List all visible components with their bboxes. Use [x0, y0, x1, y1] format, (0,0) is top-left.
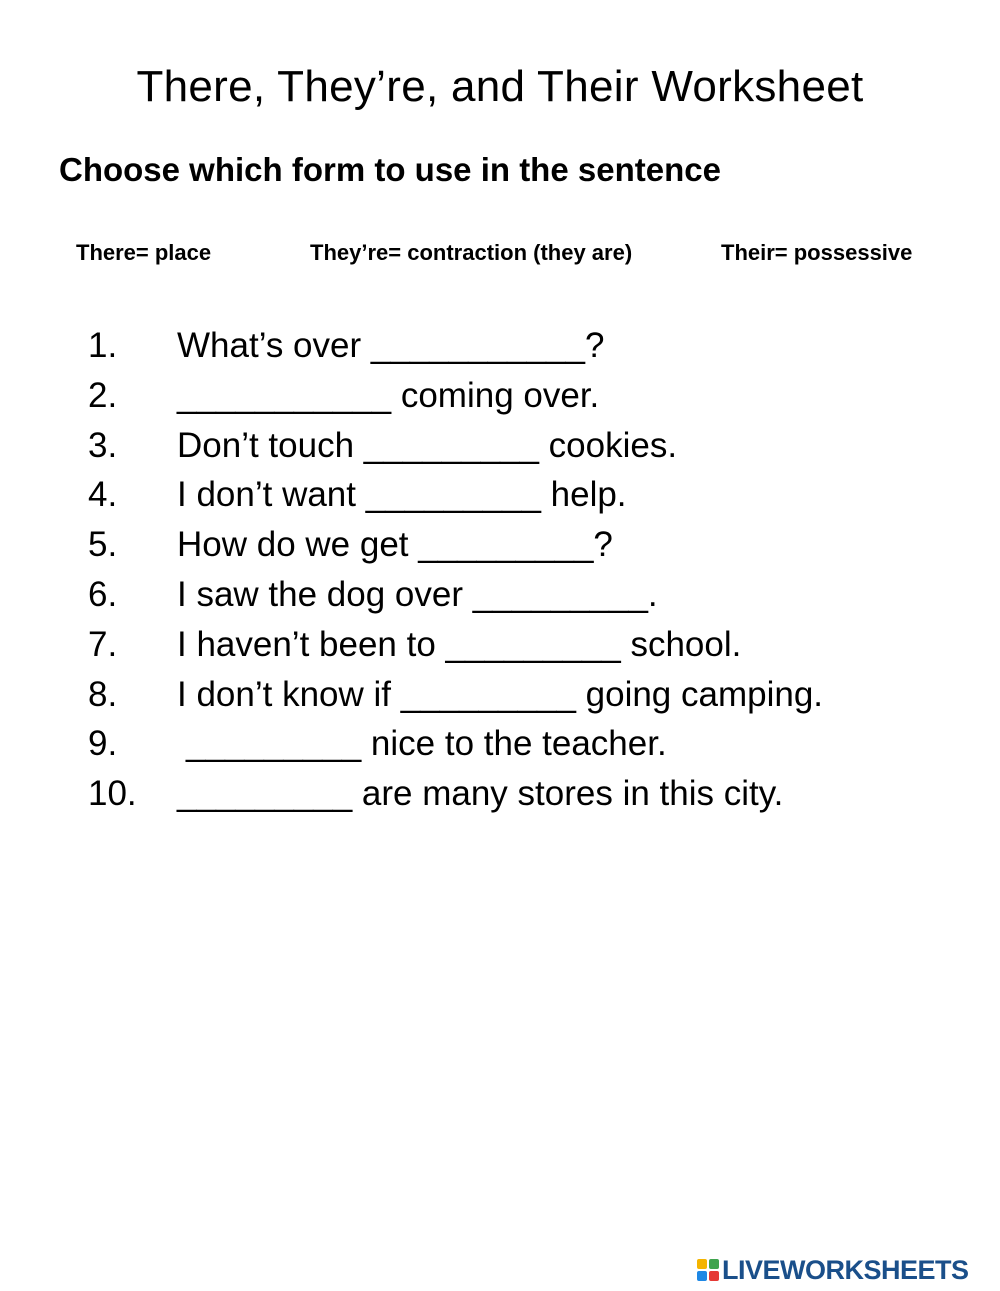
question-number: 1.: [88, 326, 118, 365]
question-text: Don’t touch _________ cookies.: [177, 425, 678, 465]
question-number: 9.: [88, 724, 118, 764]
question-number: 10.: [88, 774, 137, 814]
question-text: I saw the dog over _________.: [177, 574, 658, 614]
question-text: ___________ coming over.: [177, 375, 600, 415]
liveworksheets-branding[interactable]: [697, 1255, 969, 1285]
question-text: How do we get _________?: [177, 525, 613, 565]
question-item: [0, 522, 1000, 572]
question-item: [0, 672, 1000, 722]
logo-tile-icon: [697, 1271, 707, 1281]
question-item: [0, 423, 1000, 473]
key-there: There= place: [76, 240, 212, 265]
question-number: 5.: [88, 525, 118, 565]
question-text: What’s over ___________?: [177, 326, 605, 365]
question-item: [0, 622, 1000, 672]
question-number: 2.: [88, 375, 118, 415]
question-item: [0, 721, 1000, 771]
question-number: 6.: [88, 574, 118, 614]
question-item: [0, 572, 1000, 622]
question-list: [0, 323, 1000, 821]
instruction-heading: Choose which form to use in the sentence: [59, 151, 721, 188]
question-text: I don’t know if _________ going camping.: [177, 674, 824, 714]
question-number: 7.: [88, 624, 118, 664]
question-number: 8.: [88, 674, 118, 714]
question-text: I haven’t been to _________ school.: [177, 624, 742, 664]
page-title: There, They’re, and Their Worksheet: [136, 62, 864, 111]
logo-tile-icon: [709, 1259, 719, 1269]
question-item: [0, 323, 1000, 373]
question-item: [0, 472, 1000, 522]
question-text: I don’t want _________ help.: [177, 475, 627, 515]
question-item: [0, 373, 1000, 423]
key-theyre: They’re= contraction (they are): [310, 240, 633, 265]
question-item: [0, 771, 1000, 821]
liveworksheets-wordmark: LIVEWORKSHEETS: [722, 1254, 969, 1285]
logo-tile-icon: [709, 1271, 719, 1281]
question-number: 3.: [88, 425, 118, 465]
question-text: _________ nice to the teacher.: [186, 724, 667, 764]
logo-tile-icon: [697, 1259, 707, 1269]
question-text: _________ are many stores in this city.: [177, 774, 784, 814]
key-their: Their= possessive: [721, 240, 913, 265]
liveworksheets-logo-icon: [697, 1259, 719, 1281]
question-number: 4.: [88, 475, 118, 515]
